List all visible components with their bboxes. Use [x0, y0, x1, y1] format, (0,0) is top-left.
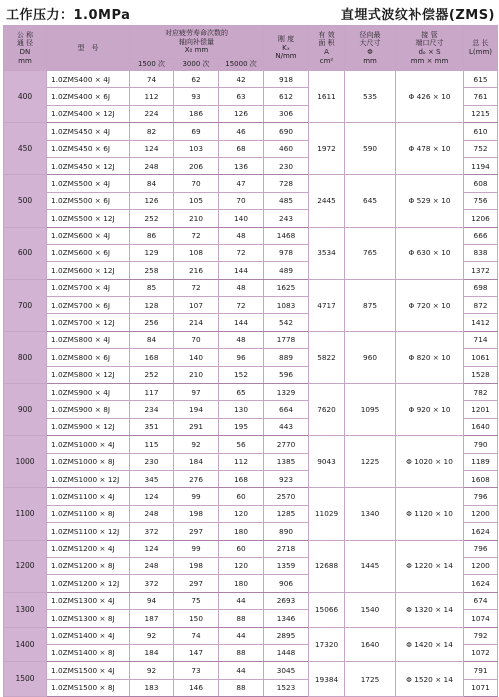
comp-15000-cell: 195	[219, 418, 264, 435]
model-cell: 1.0ZMS500 × 4J	[47, 175, 130, 192]
comp-15000-cell: 72	[219, 297, 264, 314]
comp-1500-cell: 252	[130, 366, 174, 383]
outer-diameter-cell: 645	[345, 175, 396, 227]
model-cell: 1.0ZMS1000 × 12J	[47, 470, 130, 487]
nominal-diameter-cell: 1300	[4, 592, 47, 627]
pipe-end-cell: Φ 426 × 10	[396, 71, 464, 123]
model-cell: 1.0ZMS1100 × 12J	[47, 523, 130, 540]
pipe-end-cell: Φ 1420 × 14	[396, 627, 464, 662]
total-length-cell: 792	[464, 627, 498, 644]
comp-1500-cell: 85	[130, 279, 174, 296]
total-length-cell: 1200	[464, 505, 498, 522]
comp-1500-cell: 187	[130, 610, 174, 627]
total-length-cell: 666	[464, 227, 498, 244]
nominal-diameter-cell: 400	[4, 71, 47, 123]
outer-diameter-cell: 875	[345, 279, 396, 331]
stiffness-cell: 889	[264, 349, 309, 366]
outer-diameter-cell: 765	[345, 227, 396, 279]
header-pipe-end: 接 管 端口尺寸 dₒ × S mm × mm	[396, 26, 464, 71]
stiffness-cell: 1359	[264, 557, 309, 574]
comp-1500-cell: 258	[130, 262, 174, 279]
comp-1500-cell: 183	[130, 679, 174, 696]
stiffness-cell: 1778	[264, 331, 309, 348]
model-cell: 1.0ZMS600 × 6J	[47, 244, 130, 261]
total-length-cell: 756	[464, 192, 498, 209]
model-cell: 1.0ZMS450 × 12J	[47, 157, 130, 174]
comp-15000-cell: 65	[219, 384, 264, 401]
table-header	[4, 26, 498, 71]
comp-1500-cell: 248	[130, 157, 174, 174]
pipe-end-cell: Φ 1120 × 10	[396, 488, 464, 540]
table-row	[4, 175, 498, 192]
comp-3000-cell: 72	[174, 227, 219, 244]
comp-15000-cell: 48	[219, 331, 264, 348]
comp-3000-cell: 297	[174, 523, 219, 540]
comp-1500-cell: 256	[130, 314, 174, 331]
table-row	[4, 436, 498, 453]
table-row	[4, 592, 498, 609]
table-row	[4, 384, 498, 401]
comp-1500-cell: 224	[130, 105, 174, 122]
stiffness-cell: 1083	[264, 297, 309, 314]
total-length-cell: 1194	[464, 157, 498, 174]
comp-1500-cell: 184	[130, 644, 174, 661]
comp-1500-cell: 124	[130, 140, 174, 157]
comp-3000-cell: 93	[174, 88, 219, 105]
stiffness-cell: 923	[264, 470, 309, 487]
comp-3000-cell: 99	[174, 540, 219, 557]
model-cell: 1.0ZMS800 × 12J	[47, 366, 130, 383]
comp-3000-cell: 107	[174, 297, 219, 314]
comp-3000-cell: 70	[174, 331, 219, 348]
comp-3000-cell: 210	[174, 366, 219, 383]
table-row	[4, 662, 498, 679]
total-length-cell: 1640	[464, 418, 498, 435]
total-length-cell: 1074	[464, 610, 498, 627]
nominal-diameter-cell: 450	[4, 123, 47, 175]
pipe-end-cell: Φ 478 × 10	[396, 123, 464, 175]
nominal-diameter-cell: 500	[4, 175, 47, 227]
table-body	[4, 71, 498, 697]
total-length-cell: 796	[464, 540, 498, 557]
comp-3000-cell: 184	[174, 453, 219, 470]
stiffness-cell: 3045	[264, 662, 309, 679]
comp-15000-cell: 63	[219, 88, 264, 105]
stiffness-cell: 1385	[264, 453, 309, 470]
comp-1500-cell: 230	[130, 453, 174, 470]
total-length-cell: 838	[464, 244, 498, 261]
table-row	[4, 227, 498, 244]
comp-1500-cell: 129	[130, 244, 174, 261]
effective-area-cell: 4717	[309, 279, 345, 331]
stiffness-cell: 243	[264, 210, 309, 227]
comp-1500-cell: 234	[130, 401, 174, 418]
nominal-diameter-cell: 1100	[4, 488, 47, 540]
model-cell: 1.0ZMS500 × 6J	[47, 192, 130, 209]
comp-15000-cell: 48	[219, 227, 264, 244]
pipe-end-cell: Φ 1520 × 14	[396, 662, 464, 697]
comp-15000-cell: 48	[219, 279, 264, 296]
pipe-end-cell: Φ 820 × 10	[396, 331, 464, 383]
effective-area-cell: 15066	[309, 592, 345, 627]
outer-diameter-cell: 1340	[345, 488, 396, 540]
model-cell: 1.0ZMS900 × 8J	[47, 401, 130, 418]
model-cell: 1.0ZMS400 × 4J	[47, 71, 130, 88]
comp-3000-cell: 72	[174, 279, 219, 296]
effective-area-cell: 9043	[309, 436, 345, 488]
stiffness-cell: 489	[264, 262, 309, 279]
comp-15000-cell: 44	[219, 627, 264, 644]
total-length-cell: 1608	[464, 470, 498, 487]
comp-3000-cell: 99	[174, 488, 219, 505]
comp-15000-cell: 152	[219, 366, 264, 383]
comp-3000-cell: 198	[174, 505, 219, 522]
table-row	[4, 488, 498, 505]
header-stiffness: 刚 度 Kₓ N/mm	[264, 26, 309, 71]
comp-15000-cell: 120	[219, 505, 264, 522]
total-length-cell: 761	[464, 88, 498, 105]
spec-table	[3, 25, 498, 697]
model-cell: 1.0ZMS600 × 4J	[47, 227, 130, 244]
total-length-cell: 872	[464, 297, 498, 314]
comp-3000-cell: 186	[174, 105, 219, 122]
stiffness-cell: 1468	[264, 227, 309, 244]
comp-1500-cell: 248	[130, 557, 174, 574]
stiffness-cell: 306	[264, 105, 309, 122]
comp-3000-cell: 276	[174, 470, 219, 487]
effective-area-cell: 2445	[309, 175, 345, 227]
model-cell: 1.0ZMS450 × 4J	[47, 123, 130, 140]
total-length-cell: 714	[464, 331, 498, 348]
stiffness-cell: 485	[264, 192, 309, 209]
total-length-cell: 782	[464, 384, 498, 401]
effective-area-cell: 7620	[309, 384, 345, 436]
comp-15000-cell: 180	[219, 575, 264, 592]
comp-1500-cell: 92	[130, 627, 174, 644]
model-cell: 1.0ZMS1300 × 8J	[47, 610, 130, 627]
comp-3000-cell: 147	[174, 644, 219, 661]
comp-1500-cell: 115	[130, 436, 174, 453]
comp-15000-cell: 130	[219, 401, 264, 418]
model-cell: 1.0ZMS1200 × 8J	[47, 557, 130, 574]
header-outer-diameter: 径向最 大尺寸 Φ mm	[345, 26, 396, 71]
total-length-cell: 1412	[464, 314, 498, 331]
outer-diameter-cell: 535	[345, 71, 396, 123]
total-length-cell: 1206	[464, 210, 498, 227]
stiffness-cell: 1346	[264, 610, 309, 627]
comp-1500-cell: 124	[130, 540, 174, 557]
pipe-end-cell: Φ 630 × 10	[396, 227, 464, 279]
effective-area-cell: 1972	[309, 123, 345, 175]
nominal-diameter-cell: 1000	[4, 436, 47, 488]
header-cycles-1500: 1500 次	[130, 59, 174, 71]
nominal-diameter-cell: 1500	[4, 662, 47, 697]
model-cell: 1.0ZMS1200 × 12J	[47, 575, 130, 592]
effective-area-cell: 17320	[309, 627, 345, 662]
total-length-cell: 1215	[464, 105, 498, 122]
stiffness-cell: 596	[264, 366, 309, 383]
comp-1500-cell: 345	[130, 470, 174, 487]
model-cell: 1.0ZMS700 × 4J	[47, 279, 130, 296]
comp-15000-cell: 88	[219, 679, 264, 696]
total-length-cell: 1624	[464, 523, 498, 540]
pipe-end-cell: Φ 529 × 10	[396, 175, 464, 227]
comp-3000-cell: 198	[174, 557, 219, 574]
stiffness-cell: 1329	[264, 384, 309, 401]
comp-3000-cell: 210	[174, 210, 219, 227]
outer-diameter-cell: 1445	[345, 540, 396, 592]
model-cell: 1.0ZMS1400 × 8J	[47, 644, 130, 661]
outer-diameter-cell: 1725	[345, 662, 396, 697]
comp-15000-cell: 144	[219, 262, 264, 279]
stiffness-cell: 1625	[264, 279, 309, 296]
comp-3000-cell: 73	[174, 662, 219, 679]
pipe-end-cell: Φ 1020 × 10	[396, 436, 464, 488]
model-cell: 1.0ZMS450 × 6J	[47, 140, 130, 157]
comp-1500-cell: 372	[130, 523, 174, 540]
table-row	[4, 71, 498, 88]
model-cell: 1.0ZMS1200 × 4J	[47, 540, 130, 557]
total-length-cell: 1201	[464, 401, 498, 418]
stiffness-cell: 664	[264, 401, 309, 418]
effective-area-cell: 11029	[309, 488, 345, 540]
table-row	[4, 627, 498, 644]
model-cell: 1.0ZMS1500 × 8J	[47, 679, 130, 696]
comp-3000-cell: 70	[174, 175, 219, 192]
comp-1500-cell: 112	[130, 88, 174, 105]
pipe-end-cell: Φ 1220 × 14	[396, 540, 464, 592]
comp-3000-cell: 146	[174, 679, 219, 696]
stiffness-cell: 918	[264, 71, 309, 88]
outer-diameter-cell: 1225	[345, 436, 396, 488]
comp-3000-cell: 150	[174, 610, 219, 627]
stiffness-cell: 2770	[264, 436, 309, 453]
comp-15000-cell: 96	[219, 349, 264, 366]
comp-1500-cell: 82	[130, 123, 174, 140]
model-cell: 1.0ZMS1000 × 4J	[47, 436, 130, 453]
comp-1500-cell: 94	[130, 592, 174, 609]
comp-1500-cell: 92	[130, 662, 174, 679]
comp-3000-cell: 108	[174, 244, 219, 261]
comp-3000-cell: 216	[174, 262, 219, 279]
comp-1500-cell: 117	[130, 384, 174, 401]
stiffness-cell: 728	[264, 175, 309, 192]
comp-15000-cell: 60	[219, 488, 264, 505]
total-length-cell: 615	[464, 71, 498, 88]
comp-3000-cell: 97	[174, 384, 219, 401]
nominal-diameter-cell: 600	[4, 227, 47, 279]
comp-3000-cell: 69	[174, 123, 219, 140]
comp-15000-cell: 112	[219, 453, 264, 470]
header-cycles-3000: 3000 次	[174, 59, 219, 71]
comp-1500-cell: 74	[130, 71, 174, 88]
table-row	[4, 540, 498, 557]
model-cell: 1.0ZMS800 × 6J	[47, 349, 130, 366]
total-length-cell: 1072	[464, 644, 498, 661]
model-cell: 1.0ZMS500 × 12J	[47, 210, 130, 227]
stiffness-cell: 2570	[264, 488, 309, 505]
total-length-cell: 1372	[464, 262, 498, 279]
comp-15000-cell: 88	[219, 610, 264, 627]
model-cell: 1.0ZMS900 × 4J	[47, 384, 130, 401]
stiffness-cell: 978	[264, 244, 309, 261]
effective-area-cell: 3534	[309, 227, 345, 279]
comp-3000-cell: 214	[174, 314, 219, 331]
stiffness-cell: 906	[264, 575, 309, 592]
comp-1500-cell: 252	[130, 210, 174, 227]
comp-3000-cell: 74	[174, 627, 219, 644]
nominal-diameter-cell: 700	[4, 279, 47, 331]
header-cycles-15000: 15000 次	[219, 59, 264, 71]
stiffness-cell: 443	[264, 418, 309, 435]
comp-15000-cell: 70	[219, 192, 264, 209]
effective-area-cell: 19384	[309, 662, 345, 697]
table-row	[4, 279, 498, 296]
working-pressure-title: 工作压力：1.0MPa	[6, 8, 131, 23]
nominal-diameter-cell: 1200	[4, 540, 47, 592]
total-length-cell: 1528	[464, 366, 498, 383]
stiffness-cell: 1523	[264, 679, 309, 696]
stiffness-cell: 612	[264, 88, 309, 105]
effective-area-cell: 1611	[309, 71, 345, 123]
stiffness-cell: 230	[264, 157, 309, 174]
total-length-cell: 1200	[464, 557, 498, 574]
total-length-cell: 608	[464, 175, 498, 192]
total-length-cell: 1189	[464, 453, 498, 470]
stiffness-cell: 460	[264, 140, 309, 157]
stiffness-cell: 2718	[264, 540, 309, 557]
total-length-cell: 610	[464, 123, 498, 140]
model-cell: 1.0ZMS600 × 12J	[47, 262, 130, 279]
total-length-cell: 698	[464, 279, 498, 296]
stiffness-cell: 2693	[264, 592, 309, 609]
effective-area-cell: 12688	[309, 540, 345, 592]
outer-diameter-cell: 1640	[345, 627, 396, 662]
comp-3000-cell: 140	[174, 349, 219, 366]
stiffness-cell: 2895	[264, 627, 309, 644]
comp-3000-cell: 297	[174, 575, 219, 592]
comp-1500-cell: 124	[130, 488, 174, 505]
stiffness-cell: 1285	[264, 505, 309, 522]
stiffness-cell: 542	[264, 314, 309, 331]
effective-area-cell: 5822	[309, 331, 345, 383]
comp-1500-cell: 86	[130, 227, 174, 244]
comp-3000-cell: 206	[174, 157, 219, 174]
comp-15000-cell: 44	[219, 592, 264, 609]
table-row	[4, 123, 498, 140]
comp-1500-cell: 126	[130, 192, 174, 209]
total-length-cell: 790	[464, 436, 498, 453]
total-length-cell: 752	[464, 140, 498, 157]
comp-15000-cell: 168	[219, 470, 264, 487]
total-length-cell: 1061	[464, 349, 498, 366]
pipe-end-cell: Φ 920 × 10	[396, 384, 464, 436]
total-length-cell: 674	[464, 592, 498, 609]
model-cell: 1.0ZMS400 × 6J	[47, 88, 130, 105]
model-cell: 1.0ZMS700 × 6J	[47, 297, 130, 314]
stiffness-cell: 690	[264, 123, 309, 140]
comp-3000-cell: 291	[174, 418, 219, 435]
model-cell: 1.0ZMS1300 × 4J	[47, 592, 130, 609]
comp-15000-cell: 88	[219, 644, 264, 661]
header-model: 型 号	[47, 26, 130, 71]
comp-15000-cell: 47	[219, 175, 264, 192]
comp-15000-cell: 136	[219, 157, 264, 174]
header-total-length: 总 长 L(mm)	[464, 26, 498, 71]
comp-1500-cell: 372	[130, 575, 174, 592]
total-length-cell: 791	[464, 662, 498, 679]
comp-1500-cell: 128	[130, 297, 174, 314]
total-length-cell: 1071	[464, 679, 498, 696]
model-cell: 1.0ZMS1100 × 4J	[47, 488, 130, 505]
comp-15000-cell: 126	[219, 105, 264, 122]
total-length-cell: 796	[464, 488, 498, 505]
model-cell: 1.0ZMS900 × 12J	[47, 418, 130, 435]
header-axial-compensation: 对应疲劳寿命次数的 轴向补偿量 X₀ mm	[130, 26, 264, 59]
model-cell: 1.0ZMS1400 × 4J	[47, 627, 130, 644]
model-cell: 1.0ZMS800 × 4J	[47, 331, 130, 348]
total-length-cell: 1624	[464, 575, 498, 592]
comp-3000-cell: 194	[174, 401, 219, 418]
comp-1500-cell: 248	[130, 505, 174, 522]
stiffness-cell: 1448	[264, 644, 309, 661]
comp-15000-cell: 42	[219, 71, 264, 88]
comp-3000-cell: 105	[174, 192, 219, 209]
outer-diameter-cell: 960	[345, 331, 396, 383]
comp-15000-cell: 56	[219, 436, 264, 453]
comp-15000-cell: 44	[219, 662, 264, 679]
comp-1500-cell: 84	[130, 175, 174, 192]
comp-15000-cell: 46	[219, 123, 264, 140]
model-cell: 1.0ZMS1000 × 8J	[47, 453, 130, 470]
nominal-diameter-cell: 800	[4, 331, 47, 383]
nominal-diameter-cell: 1400	[4, 627, 47, 662]
comp-3000-cell: 62	[174, 71, 219, 88]
model-cell: 1.0ZMS400 × 12J	[47, 105, 130, 122]
model-cell: 1.0ZMS700 × 12J	[47, 314, 130, 331]
comp-1500-cell: 168	[130, 349, 174, 366]
outer-diameter-cell: 590	[345, 123, 396, 175]
model-cell: 1.0ZMS1500 × 4J	[47, 662, 130, 679]
pipe-end-cell: Φ 1320 × 14	[396, 592, 464, 627]
stiffness-cell: 890	[264, 523, 309, 540]
table-row	[4, 331, 498, 348]
model-cell: 1.0ZMS1100 × 8J	[47, 505, 130, 522]
outer-diameter-cell: 1095	[345, 384, 396, 436]
comp-1500-cell: 351	[130, 418, 174, 435]
nominal-diameter-cell: 900	[4, 384, 47, 436]
comp-1500-cell: 84	[130, 331, 174, 348]
comp-15000-cell: 120	[219, 557, 264, 574]
comp-15000-cell: 140	[219, 210, 264, 227]
comp-15000-cell: 180	[219, 523, 264, 540]
comp-15000-cell: 60	[219, 540, 264, 557]
comp-15000-cell: 68	[219, 140, 264, 157]
comp-15000-cell: 72	[219, 244, 264, 261]
product-title: 直埋式波纹补偿器(ZMS)	[340, 8, 495, 23]
header-dn: 公 称 通 径 DN mm	[4, 26, 47, 71]
comp-3000-cell: 75	[174, 592, 219, 609]
outer-diameter-cell: 1540	[345, 592, 396, 627]
comp-3000-cell: 92	[174, 436, 219, 453]
pipe-end-cell: Φ 720 × 10	[396, 279, 464, 331]
comp-15000-cell: 144	[219, 314, 264, 331]
header-effective-area: 有 效 面 积 A cm²	[309, 26, 345, 71]
comp-3000-cell: 103	[174, 140, 219, 157]
